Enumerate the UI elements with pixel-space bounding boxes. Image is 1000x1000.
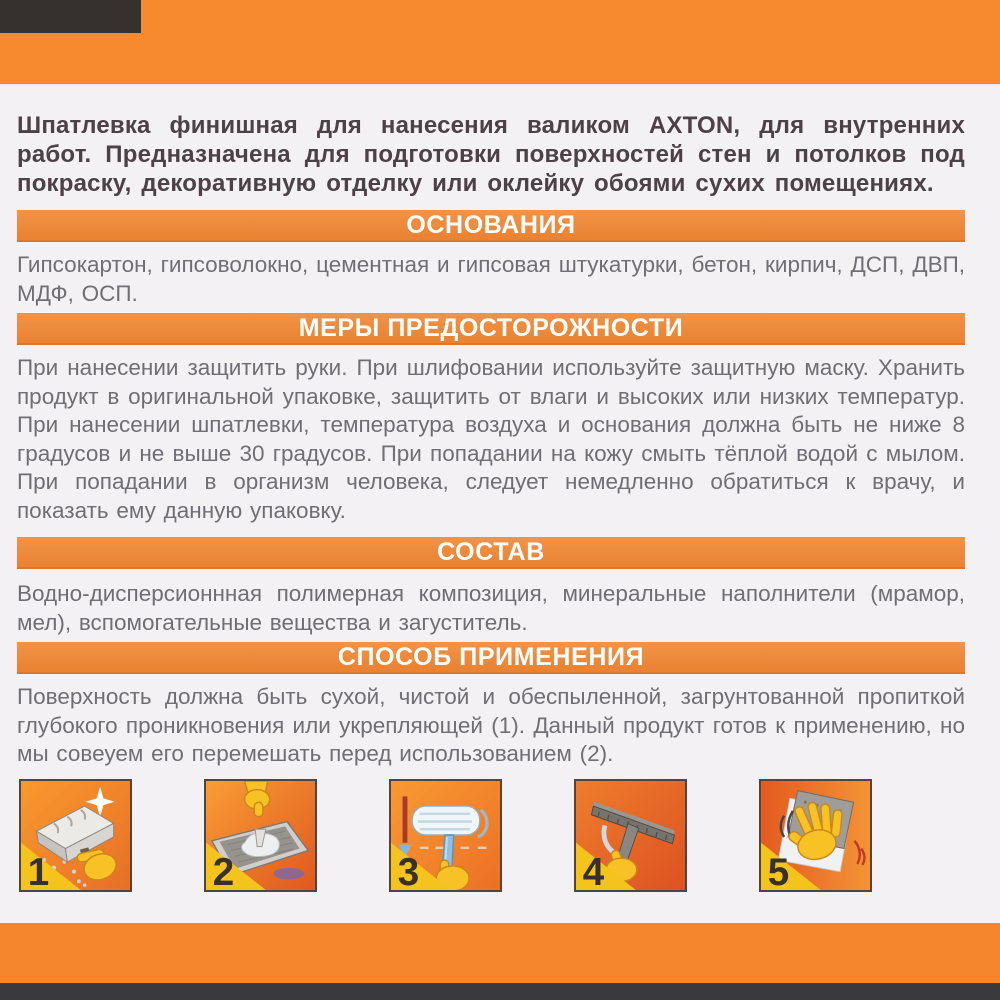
step-number: 5: [767, 850, 790, 890]
package-bottom-edge: [0, 983, 1000, 1000]
section-title: ОСНОВАНИЯ: [406, 210, 576, 239]
step-number: 3: [397, 850, 420, 890]
section-title: МЕРЫ ПРЕДОСТОРОЖНОСТИ: [298, 313, 684, 342]
paint-roller-icon: [391, 781, 500, 890]
step-2-pictogram: [204, 779, 317, 892]
section-header-bar: [17, 313, 965, 345]
section-header-bar: [17, 210, 965, 242]
mixing-tray-icon: [206, 781, 315, 890]
section-application: [17, 642, 965, 769]
package-corner-block: [0, 0, 141, 33]
product-description: Шпатлевка финишная для нанесения валиком AXTON, для внутренних работ. Предназначена для подготовки поверхностей стен и потолков под покраску, декоративную отделку или оклейку обоями сухих помещениях.: [17, 112, 965, 197]
sanding-block-icon: [21, 781, 130, 890]
step-4-pictogram: [574, 779, 687, 892]
section-body: При нанесении защитить руки. При шлифовании используйте защитную маску. Хранить продукт в оригинальной упаковке, защитить от влаги и высоких или низких температур. При нанесении шпатлевки, температура воздуха и основания должна быть не ниже 8 градусов и не выше 30 градусов. При попадании на кожу смыть тёплой водой с мылом. При попадании в организм человека, следует немедленно обратиться к врачу, и показать ему данную упаковку.: [17, 355, 965, 523]
section-title: СПОСОБ ПРИМЕНЕНИЯ: [337, 642, 645, 671]
step-number: 4: [582, 850, 605, 890]
section-composition: [17, 537, 965, 637]
section-header-bar: [17, 642, 965, 674]
step-3-pictogram: [389, 779, 502, 892]
step-number: 1: [27, 850, 50, 890]
section-title: СОСТАВ: [437, 537, 545, 566]
application-steps: [17, 779, 965, 892]
section-body: Водно-дисперсионнная полимерная композиция, минеральные наполнители (мрамор, мел), вспомогательные вещества и загуститель.: [17, 581, 965, 635]
hand-sanding-icon: [761, 781, 870, 890]
section-substrates: [17, 210, 965, 308]
step-1-pictogram: [19, 779, 132, 892]
squeegee-blade-icon: [576, 781, 685, 890]
step-5-pictogram: [759, 779, 872, 892]
section-header-bar: [17, 537, 965, 569]
section-precautions: [17, 313, 965, 525]
step-number: 2: [212, 850, 235, 890]
section-body: Поверхность должна быть сухой, чистой и обеспыленной, загрунтованной пропиткой глубокого проникновения или укрепляющей (1). Данный продукт готов к применению, но мы совеуем его перемешать перед использованием (2).: [17, 684, 965, 766]
product-label: [0, 84, 1000, 923]
package-bottom-band: [0, 923, 1000, 983]
section-body: Гипсокартон, гипсоволокно, цементная и гипсовая штукатурки, бетон, кирпич, ДСП, ДВП, МДФ, ОСП.: [17, 252, 965, 306]
